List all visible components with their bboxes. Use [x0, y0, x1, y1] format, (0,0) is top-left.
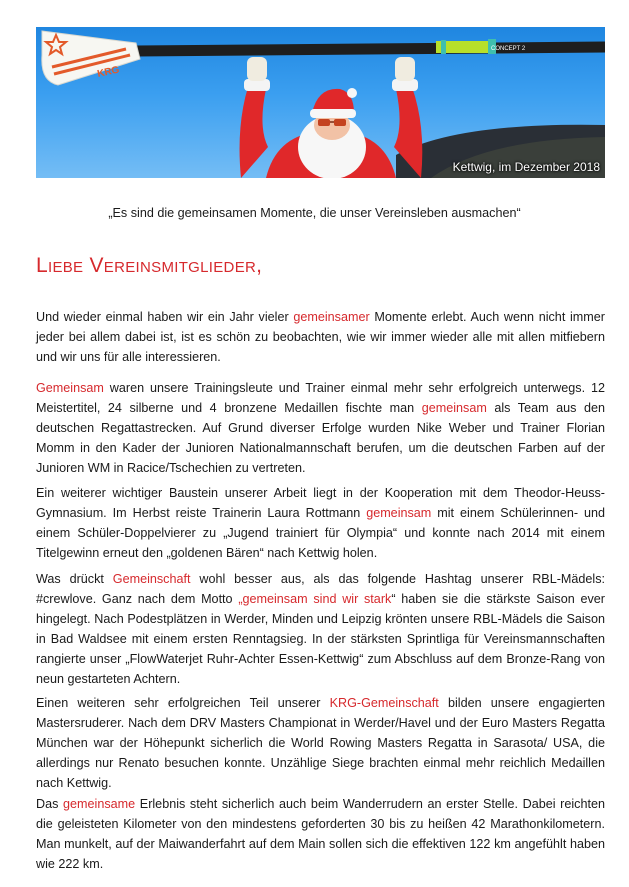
paragraph-training [36, 378, 605, 478]
paragraph-text: bilden unsere engagierten Mastersruderer. Nach dem DRV Masters Championat in Werder/Havel und der Euro Masters Regatta München war der Höhepunkt sicherlich die World Rowing Masters Regatta in Sarasota/ USA, die allerdings nur Renato besuchen konnte. Unzählige Siege brachten einmal mehr reichlich Medaillen nach Kettwig. [36, 696, 605, 791]
paragraph-text: Erlebnis steht sicherlich auch beim Wanderrudern an erster Stelle. Dabei reichten die geleisteten Kilometer von den mindestens geforderten 30 bis zu heißen 42 Marathonkilometern. Man munkelt, auf der Maiwanderfahrt auf dem Main sollen sich die effektiven 122 km angefühlt haben wie 222 km. [36, 797, 605, 872]
highlighted-text: gemeinsame [63, 797, 136, 811]
paragraph-text: Was drückt [36, 572, 113, 586]
paragraph-text: als Team aus den deutschen Regattastrecken. Auf Grund diverser Erfolge wurden Nike Weber und Trainer Florian Momm in den Kader der Junioren Nationalmannschaft berufen, um die deutschen Farben auf der Junioren WM in Racice/Tschechien zu vertreten. [36, 401, 605, 476]
paragraph-rbl [36, 569, 605, 690]
paragraph-text: Das [36, 797, 64, 811]
paragraph-text: mit einem Schülerinnen- und einem Schüler-Doppelvierer zu „Jugend trainiert für Olympia“ und konnte nach 2014 mit einem Titelgewinn erneut den „goldenen Bären“ nach Kettwig holen. [36, 506, 605, 561]
page-title: Liebe Vereinsmitglieder, [36, 254, 263, 277]
santa-left-arm [240, 87, 268, 178]
highlighted-text: Gemeinschaft [112, 572, 191, 586]
blade-text: KRG [96, 64, 121, 80]
header-photo [36, 27, 605, 178]
oar-shaft [136, 47, 605, 51]
paragraph-text: Einen weiteren sehr erfolgreichen Teil unserer [36, 696, 330, 710]
paragraph-text: waren unsere Trainingsleute und Trainer einmal mehr sehr erfolgreich unterwegs. 12 Meistertitel, 24 silberne und 4 bronzene Medaillen fischte man [36, 381, 605, 416]
paragraph-school [36, 483, 605, 563]
paragraph-touring [36, 794, 605, 874]
oar-brand-label: CONCEPT 2 [491, 46, 526, 52]
highlighted-text: Gemeinsam [36, 381, 104, 395]
right-glove [395, 57, 415, 81]
highlighted-text: KRG-Gemeinschaft [329, 696, 439, 710]
highlighted-text: „gemeinsam sind wir stark [238, 592, 392, 607]
left-glove [247, 57, 267, 81]
paragraph-intro [36, 307, 605, 367]
paragraph-text: wohl besser aus, als das folgende Hashtag unserer RBL-Mädels: #crewlove. Ganz nach dem Motto [36, 572, 606, 607]
highlighted-text: gemeinsam [366, 506, 432, 521]
paragraph-text: Ein weiterer wichtiger Baustein unserer Arbeit liegt in der Kooperation mit dem Theodor-Heuss-Gymnasium. Im Herbst reiste Trainerin Laura Rottmann [36, 486, 605, 521]
paragraph-text: “ haben sie die stärkste Saison ever hingelegt. Nach Podestplätzen in Werder, Minden und Leipzig krönten unsere RBL-Mädels die Saison in Bad Waldsee mit einem ersten Renntagsieg. In der stärksten Sprintliga für Vereinsmannschaften rangierte unser „FlowWaterjet Ruhr-Achter Essen-Kettwig“ zum Abschluss auf dem Bronze-Rang von neun gestarteten Achtern. [36, 592, 605, 687]
paragraph-text: Und wieder einmal haben wir ein Jahr vieler [36, 310, 294, 324]
photo-caption: Kettwig, im Dezember 2018 [452, 160, 600, 174]
highlighted-text: gemeinsam [421, 401, 487, 416]
santa-with-oar-illustration [36, 27, 605, 178]
motto-quote: „Es sind die gemeinsamen Momente, die unser Vereinsleben ausmachen“ [108, 206, 521, 220]
paragraph-text: Momente erlebt. Auch wenn nicht immer jeder bei allem dabei ist, ist es schön zu beobachten, wie wir immer wieder alle mit allen mitfiebern und wir uns für alle interessieren. [36, 310, 605, 365]
paragraph-masters [36, 693, 605, 793]
highlighted-text: gemeinsamer [293, 310, 370, 324]
